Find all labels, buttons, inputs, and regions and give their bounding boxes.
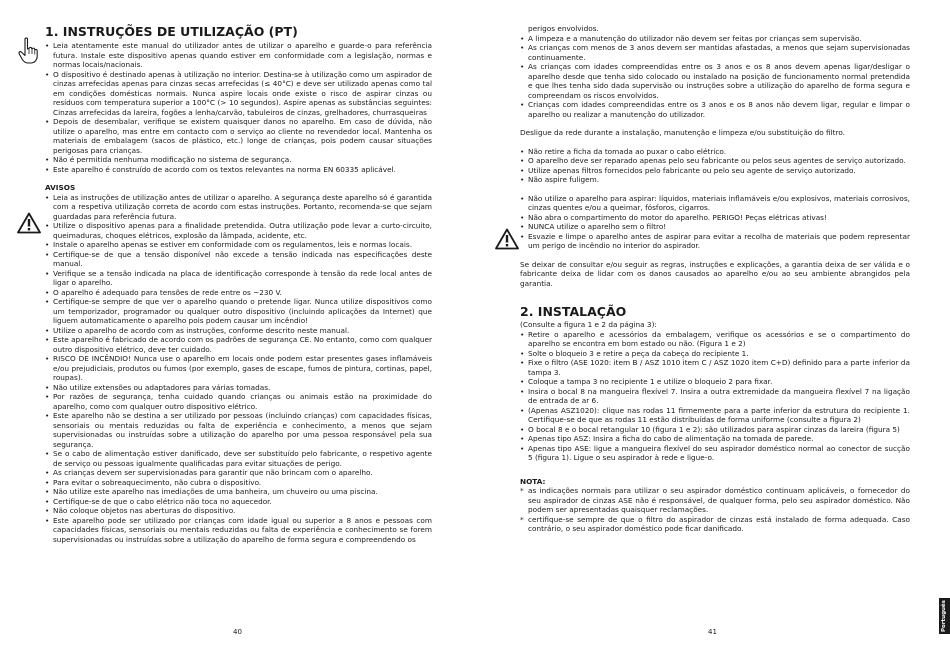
danger-list: [520, 194, 910, 251]
warranty-note: Se deixar de consultar e/ou seguir as regras, instruções e explicações, a garantia deixa de ser válida e o fabricante deixa de lidar com os danos causados ao aparelho e/ou ao seu ambiente abrangidos pela garantia.: [520, 259, 910, 288]
list-item: • As crianças com idades compreendidas entre os 3 anos e os 8 anos devem apenas ligar/desligar o aparelho desde que tenha sido colocado ou instalado na posição de funcionamento normal pretendida e que lhes tenha sido dada supervisão ou instruções sobre a utilização do aparelho de forma segura e compreendam os riscos envolvidos.: [520, 62, 910, 100]
list-item: • Apenas tipo ASZ: Insira a ficha do cabo de alimentação na tomada de parede.: [520, 434, 910, 444]
list-item: • Certifique-se sempre de que ver o aparelho quando o pretende ligar. Nunca utilize dispositivos como um temporizador, programador ou qualquer outro dispositivo (incluindo aplicações da Internet) que liguem automaticamente o aparelho pois podem causar um incêndio!: [45, 297, 432, 326]
repair-list: [520, 147, 910, 185]
list-item: • Depois de desembalar, verifique se existem quaisquer danos no aparelho. Em caso de dúvida, não utilize o aparelho, mas entre em contacto com o serviço ao cliente no revendedor local. Mantenha os materiais de embalagem (sacos de plástico, etc.) longe de crianças, pois podem causar situações perigosas para crianças.: [45, 117, 432, 155]
list-item: • Não utilize extensões ou adaptadores para várias tomadas.: [45, 383, 432, 393]
list-item: • Não aspire fuligem.: [520, 175, 910, 185]
list-item: • Este aparelho pode ser utilizado por crianças com idade igual ou superior a 8 anos e pessoas com capacidades físicas, sensoriais ou mentais reduzidas ou falta de experiência e conhecimento se forem supervisionadas ou instruídas sobre a utilização do aparelho de forma segura e compreendendo os: [45, 516, 432, 545]
warnings-list: [45, 193, 432, 545]
list-item: • As crianças devem ser supervisionadas para garantir que não brincam com o aparelho.: [45, 468, 432, 478]
children-list: [520, 34, 910, 120]
list-item: • RISCO DE INCÊNDIO! Nunca use o aparelho em locais onde podem estar presentes gases inflamáveis e/ou prejudiciais, produtos ou fumos (por exemplo, gases de escape, fumos de pintura, cortinas, papel, roupas).: [45, 354, 432, 383]
list-item: • Coloque a tampa 3 no recipiente 1 e utilize o bloqueio 2 para fixar.: [520, 377, 910, 387]
list-item: * as indicações normais para utilizar o seu aspirador doméstico continuam aplicáveis, o fornecedor do seu aspirador de cinzas ASE não é responsável, de qualquer forma, pelo seu aspirador doméstico. Não podem ser apresentadas quaisquer reclamações.: [520, 486, 910, 515]
right-page: [475, 0, 950, 645]
list-item: • Se o cabo de alimentação estiver danificado, deve ser substituído pelo fabricante, o respetivo agente de serviço ou pessoas igualmente qualificadas para evitar situações de perigo.: [45, 449, 432, 468]
list-item: • Não utilize o aparelho para aspirar: líquidos, materiais inflamáveis e/ou explosivos, materiais corrosivos, cinzas quentes e/ou a queimar, fósforos, cigarros.: [520, 194, 910, 213]
right-column: [520, 24, 910, 534]
left-column: [45, 24, 432, 544]
instructions-title: 1. INSTRUÇÕES DE UTILIZAÇÃO (PT): [45, 24, 298, 39]
installation-list: [520, 330, 910, 463]
list-item: • Instale o aparelho apenas se estiver em conformidade com os regulamentos, leis e normas locais.: [45, 240, 432, 250]
list-item: • Certifique-se de que a tensão disponível não excede a tensão indicada nas especificações deste manual.: [45, 250, 432, 269]
list-item: • Este aparelho não se destina a ser utilizado por pessoas (incluindo crianças) com capacidades físicas, sensoriais ou mentais reduzidas ou falta de experiência e conhecimento, a menos que sejam supervisionadas ou instruídas sobre a utilização do aparelho por uma pessoa responsável pela sua segurança.: [45, 411, 432, 449]
warning-triangle-icon: [17, 212, 41, 234]
list-item: • Utilize o aparelho de acordo com as instruções, conforme descrito neste manual.: [45, 326, 432, 336]
list-item: • Para evitar o sobreaquecimento, não cubra o dispositivo.: [45, 478, 432, 488]
list-item: • Retire o aparelho e acessórios da embalagem, verifique os acessórios e se o compartimento do aparelho se encontra em bom estado ou não. (Figura 1 e 2): [520, 330, 910, 349]
list-item: • Não é permitida nenhuma modificação no sistema de segurança.: [45, 155, 432, 165]
continued-text: perigos envolvidos.: [528, 24, 599, 33]
list-item: • Não coloque objetos nas aberturas do dispositivo.: [45, 506, 432, 516]
warning-triangle-icon: [495, 228, 519, 250]
list-item: • As crianças com menos de 3 anos devem ser mantidas afastadas, a menos que sejam supervisionadas continuamente.: [520, 43, 910, 62]
list-item: * certifique-se sempre de que o filtro do aspirador de cinzas está instalado de forma adequada. Caso contrário, o seu aspirador doméstico pode ficar danificado.: [520, 515, 910, 534]
list-item: • Esvazie e limpe o aparelho antes de aspirar para evitar a recolha de materiais que podem representar um perigo de incêndio no interior do aspirador.: [520, 232, 910, 251]
list-item: • Não abra o compartimento do motor do aparelho. PERIGO! Peças elétricas ativas!: [520, 213, 910, 223]
list-item: • A limpeza e a manutenção do utilizador não devem ser feitas por crianças sem supervisão.: [520, 34, 910, 44]
list-item: • Utilize o dispositivo apenas para a finalidade pretendida. Outra utilização pode levar a curto-circuito, queimaduras, choques elétricos, explosão da lâmpada, acidente, etc.: [45, 221, 432, 240]
page-number: 41: [708, 628, 717, 636]
list-item: • Insira o bocal 8 na mangueira flexível 7. Insira a outra extremidade da mangueira flexível 7 na ligação de entrada de ar 6.: [520, 387, 910, 406]
note-list: [520, 486, 910, 534]
list-item: • Leia as instruções de utilização antes de utilizar o aparelho. A segurança deste aparelho só é garantida com a respetiva utilização correta de acordo com estas instruções. Portanto, recomenda-se que sejam guardadas para referência futura.: [45, 193, 432, 222]
list-item: • Este aparelho é construído de acordo com os textos relevantes na norma EN 60335 aplicável.: [45, 165, 432, 175]
list-item: • Este aparelho é fabricado de acordo com os padrões de segurança CE. No entanto, como com qualquer outro dispositivo elétrico, deve ter cuidado.: [45, 335, 432, 354]
note-heading: NOTA:: [520, 476, 546, 486]
installation-subtitle: (Consulte a figura 1 e 2 da página 3):: [520, 320, 657, 329]
disconnect-note: Desligue da rede durante a instalação, manutenção e limpeza e/ou substituição do filtro.: [520, 128, 845, 137]
warnings-heading: AVISOS: [45, 183, 76, 192]
installation-title: 2. INSTALAÇÃO: [520, 304, 627, 319]
intro-list: [45, 41, 432, 174]
page-number: 40: [233, 628, 242, 636]
language-tab: Português: [939, 598, 950, 634]
list-item: • O aparelho deve ser reparado apenas pelo seu fabricante ou pelos seus agentes de serviço autorizado.: [520, 156, 910, 166]
list-item: • Certifique-se de que o cabo elétrico não toca no aquecedor.: [45, 497, 432, 507]
list-item: • O bocal 8 e o bocal retangular 10 (figura 1 e 2): são utilizados para aspirar cinzas da lareira (figura 5): [520, 425, 910, 435]
list-item: • Utilize apenas filtros fornecidos pelo fabricante ou pelo seu agente de serviço autorizado.: [520, 166, 910, 176]
list-item: • Não utilize este aparelho nas imediações de uma banheira, um chuveiro ou uma piscina.: [45, 487, 432, 497]
list-item: • Crianças com idades compreendidas entre os 3 anos e os 8 anos não devem ligar, regular e limpar o aparelho ou realizar a manutenção do utilizador.: [520, 100, 910, 119]
list-item: • Não retire a ficha da tomada ao puxar o cabo elétrico.: [520, 147, 910, 157]
list-item: • O aparelho é adequado para tensões de rede entre os ~230 V.: [45, 288, 432, 298]
list-item: • NUNCA utilize o aparelho sem o filtro!: [520, 222, 910, 232]
list-item: • Verifique se a tensão indicada na placa de identificação corresponde à tensão da rede local antes de ligar o aparelho.: [45, 269, 432, 288]
list-item: • O dispositivo é destinado apenas à utilização no interior. Destina-se à utilização como um aspirador de cinzas arrefecidas apenas para cinzas secas arrefecidas (≤ 40°C) e deve ser utilizado apenas como tal em condições domésticas normais. Nunca aspire locais onde existe o risco de aspirar cinzas ou resíduos com temperatura superior a 100°C (> 10 segundos). Aspire apenas as substâncias seguintes: Cinzas arrefecidas da lareira, fogões a lenha/carvão, tabuleiros de cinzas, grelhadores, churrasqueiras: [45, 70, 432, 118]
list-item: • Fixe o filtro (ASE 1020: item B / ASZ 1010 item C / ASZ 1020 item C+D) definido para a parte inferior da tampa 3.: [520, 358, 910, 377]
list-item: • (Apenas ASZ1020): clique nas rodas 11 firmemente para a parte inferior da estrutura do recipiente 1. Certifique-se de que as rodas 11 estão distribuídas de forma uniforme (consulte a figura 2): [520, 406, 910, 425]
list-item: • Apenas tipo ASE: ligue a mangueira flexível do seu aspirador doméstico normal ao conector de sucção 5 (figura 1). Ligue o seu aspirador à rede e ligue-o.: [520, 444, 910, 463]
pointing-hand-icon: [17, 37, 39, 65]
list-item: • Por razões de segurança, tenha cuidado quando crianças ou animais estão na proximidade do aparelho, como com qualquer outro dispositivo elétrico.: [45, 392, 432, 411]
list-item: • Solte o bloqueio 3 e retire a peça da cabeça do recipiente 1.: [520, 349, 910, 359]
list-item: • Leia atentamente este manual do utilizador antes de utilizar o aparelho e guarde-o para referência futura. Instale este dispositivo apenas quando estiver em conformidade com a legislação, normas e normas locais/nacionais.: [45, 41, 432, 70]
